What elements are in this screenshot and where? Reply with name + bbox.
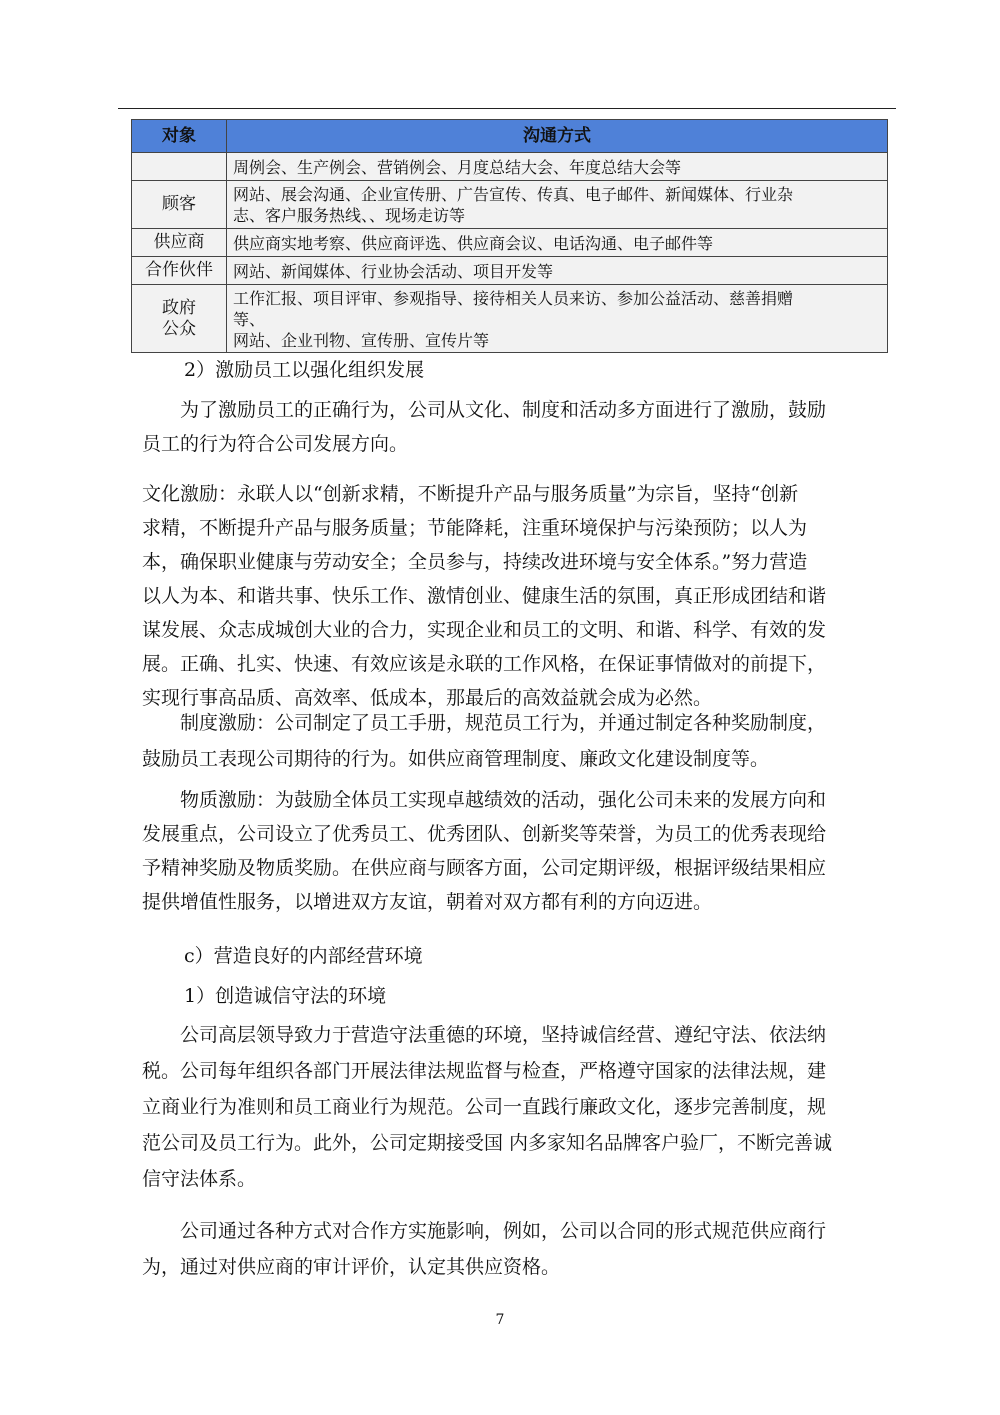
cell-text: 志、客户服务热线、、现场走访等 bbox=[233, 206, 466, 225]
cell-text: 政府 bbox=[162, 297, 196, 318]
text-line: 鼓励员工表现公司期待的行为。如供应商管理制度、廉政文化建设制度等。 bbox=[142, 748, 770, 770]
text-line: 展。正确、扎实、快速、有效应该是永联的工作风格，在保证事情做对的前提下， bbox=[142, 653, 827, 675]
text-line: 税。公司每年组织各部门开展法律法规监督与检查，严格遵守国家的法律法规，建 bbox=[142, 1060, 827, 1082]
table-row bbox=[132, 229, 888, 257]
table-row bbox=[132, 181, 888, 229]
communication-table bbox=[131, 119, 888, 353]
cell-text: 工作汇报、项目评审、参观指导、接待相关人员来访、参加公益活动、慈善捐赠 bbox=[233, 288, 794, 308]
paragraph bbox=[142, 477, 872, 715]
text-line: 文化激励：永联人以“创新求精，不断提升产品与服务质量”为宗旨，坚持“创新 bbox=[142, 483, 799, 505]
table-cell-object: 合作伙伴 bbox=[132, 257, 227, 285]
text-line: 发展重点，公司设立了优秀员工、优秀团队、创新奖等荣誉，为员工的优秀表现给 bbox=[142, 823, 827, 845]
header-rule bbox=[118, 108, 896, 109]
paragraph bbox=[142, 393, 872, 461]
text-line: 以人为本、和谐共事、快乐工作、激情创业、健康生活的氛围，真正形成团结和谐 bbox=[142, 585, 827, 607]
text-line: 本，确保职业健康与劳动安全；全员参与，持续改进环境与安全体系。”努力营造 bbox=[142, 551, 808, 573]
cell-text: 网站、企业刊物、宣传册、宣传片等 bbox=[233, 330, 490, 350]
table-cell-object: 供应商 bbox=[132, 229, 227, 257]
paragraph bbox=[142, 1017, 872, 1197]
table-cell-modes bbox=[227, 285, 888, 353]
table-cell-object bbox=[132, 153, 227, 181]
cell-text: 公众 bbox=[162, 318, 196, 339]
table-cell-modes bbox=[227, 181, 888, 229]
cell-text: 周例会、生产例会、营销例会、月度总结大会、年度总结大会等 bbox=[233, 157, 682, 177]
table-header-row bbox=[132, 120, 888, 153]
paragraph bbox=[142, 783, 872, 919]
paragraph bbox=[142, 1213, 872, 1285]
cell-text: 网站、新闻媒体、行业协会活动、项目开发等 bbox=[233, 261, 554, 281]
text-line: 范公司及员工行为。此外，公司定期接受国 内多家知名品牌客户验厂，不断完善诚 bbox=[142, 1132, 833, 1154]
text-line: 为，通过对供应商的审计评价，认定其供应资格。 bbox=[142, 1256, 561, 1278]
text-line: 立商业行为准则和员工商业行为规范。公司一直践行廉政文化，逐步完善制度，规 bbox=[142, 1096, 827, 1118]
subheading-internal-environment bbox=[184, 941, 423, 971]
text-line: 公司高层领导致力于营造守法重德的环境，坚持诚信经营、遵纪守法、依法纳 bbox=[180, 1024, 827, 1046]
table-cell-object bbox=[132, 285, 227, 353]
table-cell-modes bbox=[227, 257, 888, 285]
text-line: 提供增值性服务，以增进双方友谊，朝着对双方都有利的方向迈进。 bbox=[142, 891, 713, 913]
paragraph bbox=[142, 705, 872, 777]
subheading-motivate-staff bbox=[184, 355, 424, 385]
table-row bbox=[132, 257, 888, 285]
text-line: 员工的行为符合公司发展方向。 bbox=[142, 433, 409, 455]
text-line: 信守法体系。 bbox=[142, 1168, 257, 1190]
text-line: 制度激励：公司制定了员工手册，规范员工行为，并通过制定各种奖励制度， bbox=[180, 712, 827, 734]
page-number: 7 bbox=[495, 1312, 505, 1328]
table-row bbox=[132, 285, 888, 353]
text-line: 求精，不断提升产品与服务质量；节能降耗，注重环境保护与污染预防；以人为 bbox=[142, 517, 808, 539]
table-cell-modes bbox=[227, 153, 888, 181]
cell-text: 网站、展会沟通、企业宣传册、广告宣传、传真、电子邮件、新闻媒体、行业杂 bbox=[233, 185, 794, 204]
table-row bbox=[132, 153, 888, 181]
table-cell-modes bbox=[227, 229, 888, 257]
header-mode: 沟通方式 bbox=[227, 120, 888, 153]
text-line: 物质激励：为鼓励全体员工实现卓越绩效的活动，强化公司未来的发展方向和 bbox=[180, 789, 827, 811]
text-line: c）营造良好的内部经营环境 bbox=[184, 945, 423, 967]
text-line: 公司通过各种方式对合作方实施影响，例如，公司以合同的形式规范供应商行 bbox=[180, 1220, 827, 1242]
text-line: 谋发展、众志成城创大业的合力，实现企业和员工的文明、和谐、科学、有效的发 bbox=[142, 619, 827, 641]
text-line: 予精神奖励及物质奖励。在供应商与顾客方面，公司定期评级，根据评级结果相应 bbox=[142, 857, 827, 879]
cell-text: 等、 bbox=[233, 309, 266, 329]
text-line: 1）创造诚信守法的环境 bbox=[184, 985, 387, 1007]
subheading-integrity-environment bbox=[184, 981, 386, 1011]
header-object: 对象 bbox=[132, 120, 227, 153]
text-line: 为了激励员工的正确行为，公司从文化、制度和活动多方面进行了激励，鼓励 bbox=[180, 399, 827, 421]
text-line: 实现行事高品质、高效率、低成本，那最后的高效益就会成为必然。 bbox=[142, 687, 713, 709]
cell-text: 供应商实地考察、供应商评选、供应商会议、电话沟通、电子邮件等 bbox=[233, 233, 714, 253]
table-cell-object: 顾客 bbox=[132, 181, 227, 229]
text-line: 2）激励员工以强化组织发展 bbox=[184, 359, 425, 381]
